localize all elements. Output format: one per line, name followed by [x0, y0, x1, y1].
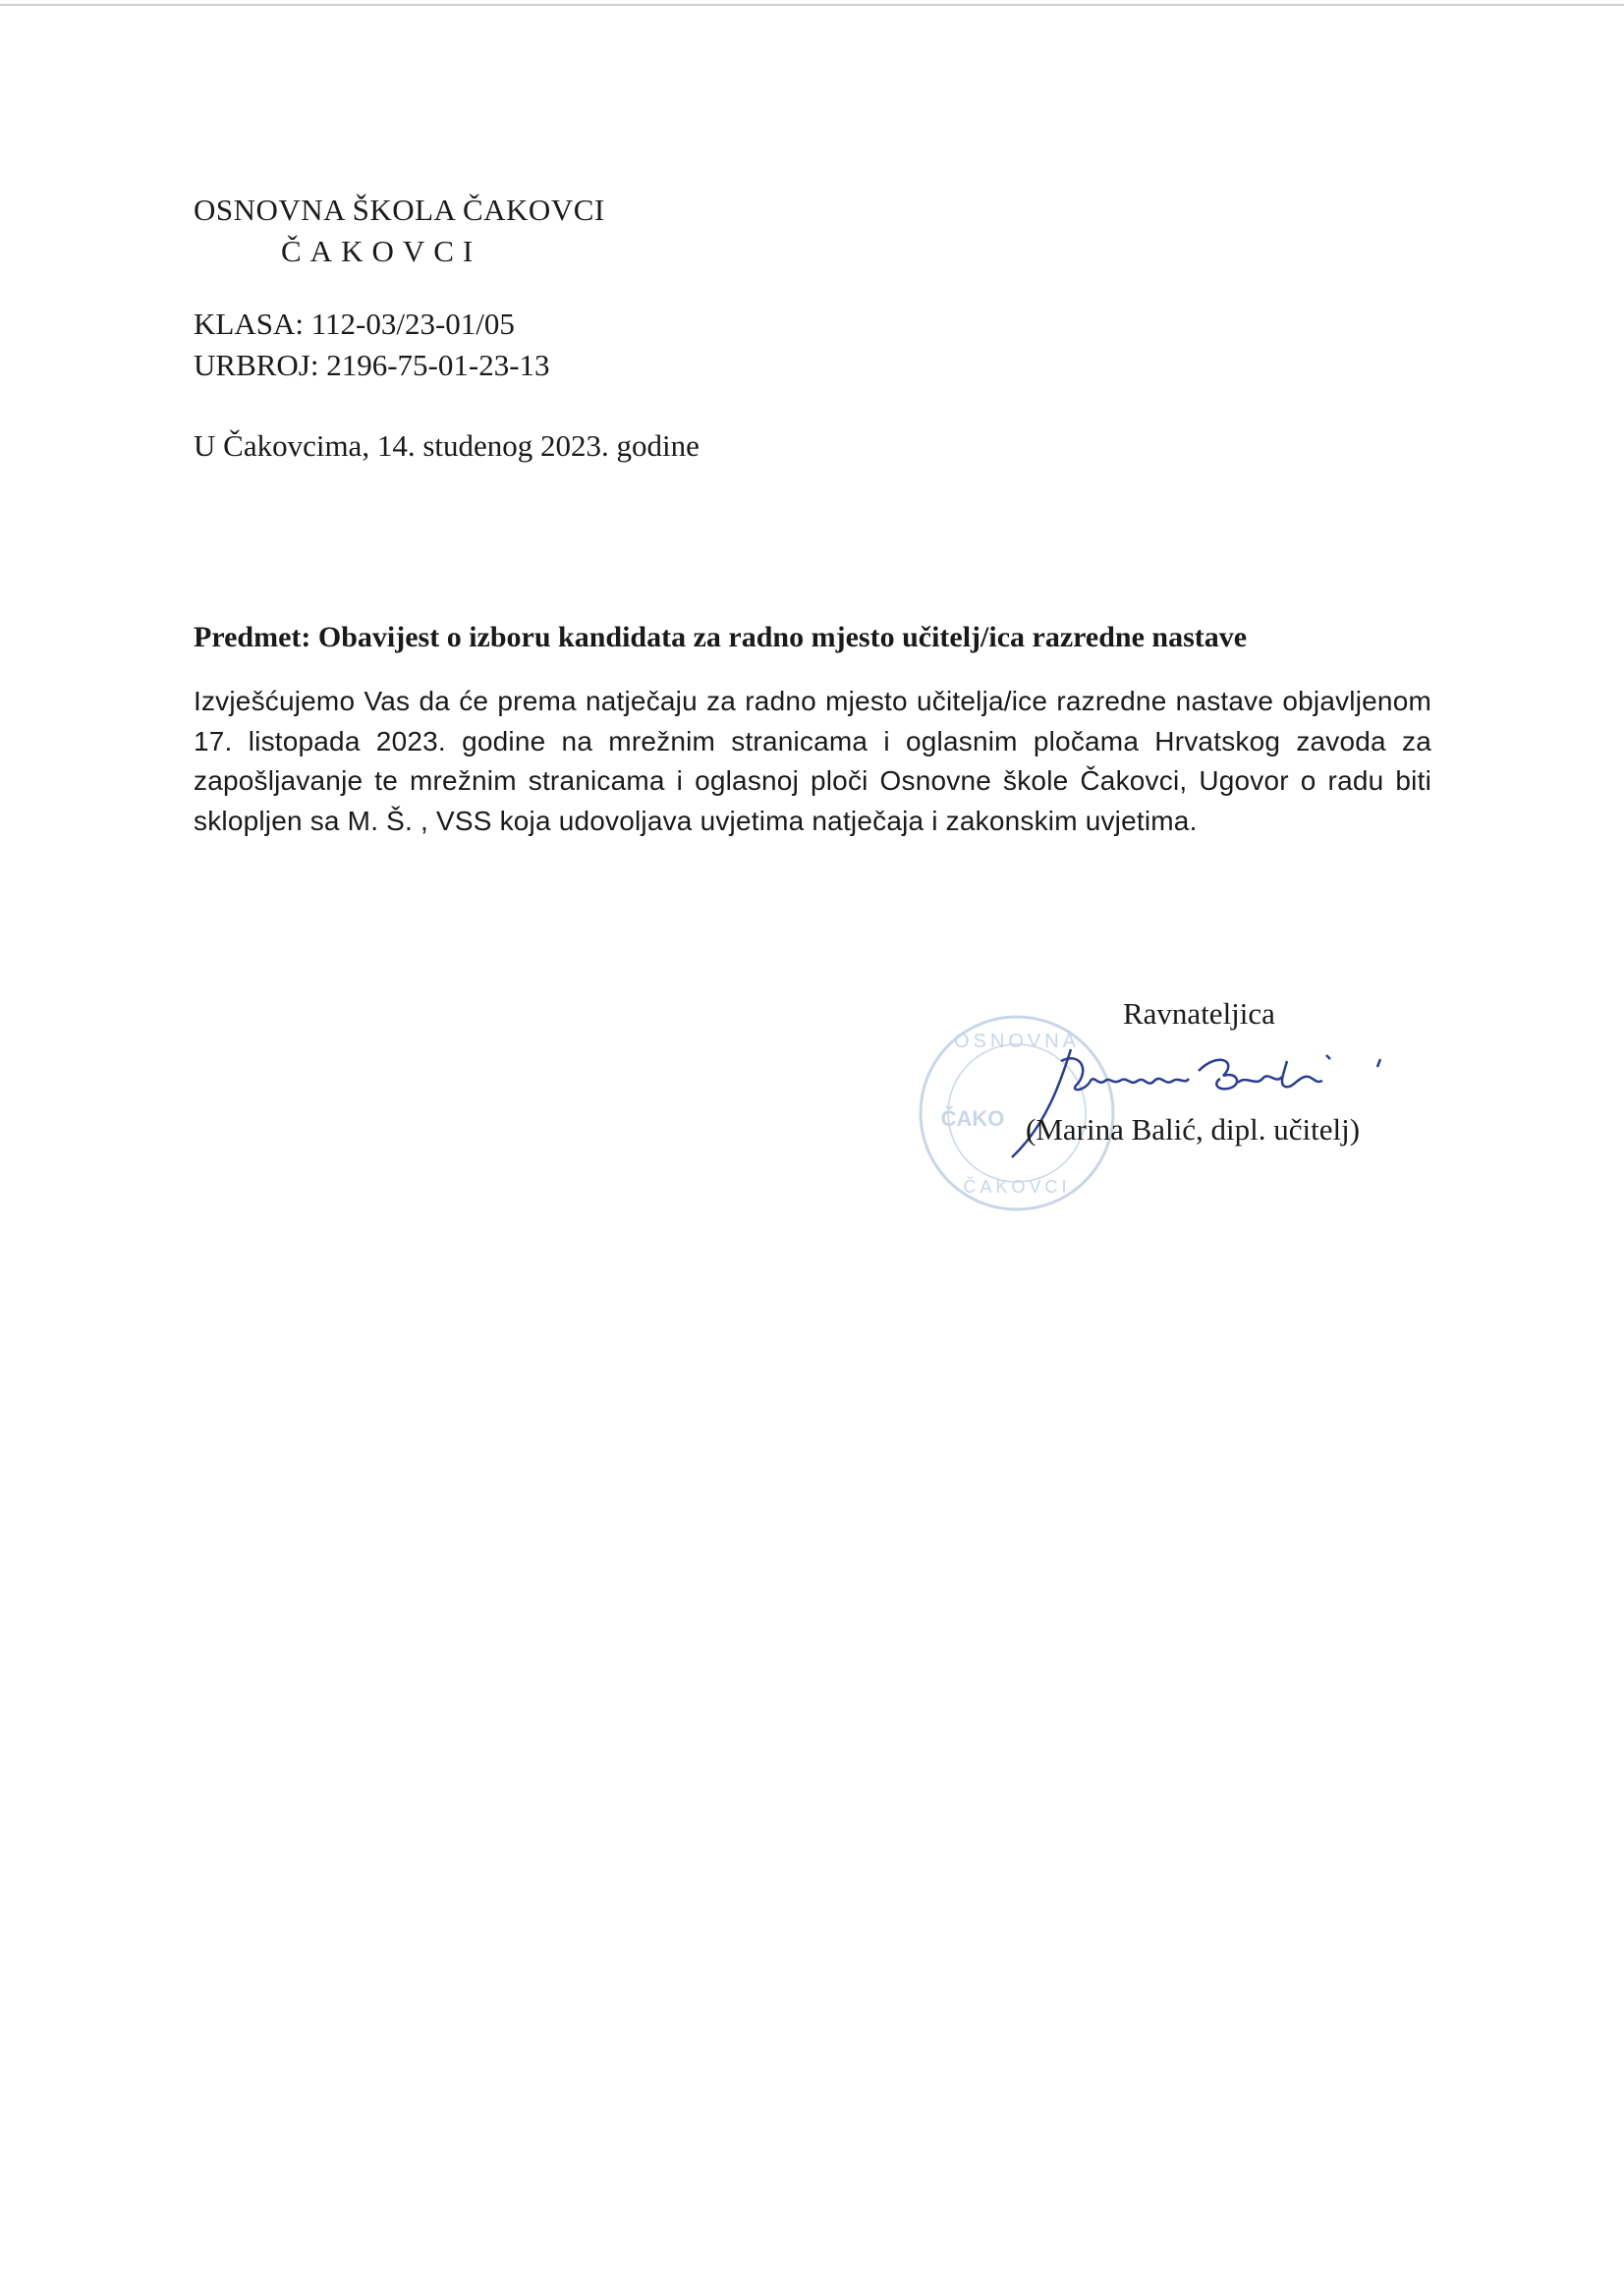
klasa-number: KLASA: 112-03/23-01/05: [194, 307, 515, 341]
school-name: OSNOVNA ŠKOLA ČAKOVCI: [194, 193, 605, 227]
urbroj-number: URBROJ: 2196-75-01-23-13: [194, 348, 550, 382]
svg-text:OSNOVNA: OSNOVNA: [953, 1031, 1081, 1052]
signer-name: (Marina Balić, dipl. učitelj): [1026, 1112, 1361, 1147]
scan-top-edge: [0, 4, 1624, 6]
place-and-date: U Čakovcima, 14. studenog 2023. godine: [194, 428, 700, 463]
svg-text:ČAKO: ČAKO: [940, 1106, 1005, 1131]
school-city: ČAKOVCI: [281, 234, 482, 268]
body-paragraph: Izvješćujemo Vas da će prema natječaju za radno mjesto učitelja/ice razredne nastave objavljenom 17. listopada 2023. godine na mrežnim stranicama i oglasnim pločama Hrvatskog zavoda za zapošljavanje te mrežnim stranicama i oglasnoj ploči Osnovne škole Čakovci, Ugovor o radu biti sklopljen sa M. Š. , VSS koja udovoljava uvjetima natječaja i zakonskim uvjetima.: [194, 686, 1431, 836]
svg-text:ČAKOVCI: ČAKOVCI: [963, 1177, 1071, 1197]
subject-line: Predmet: Obavijest o izboru kandidata za radno mjesto učitelj/ica razredne nastave: [194, 621, 1248, 653]
signer-role: Ravnateljica: [1123, 996, 1275, 1031]
